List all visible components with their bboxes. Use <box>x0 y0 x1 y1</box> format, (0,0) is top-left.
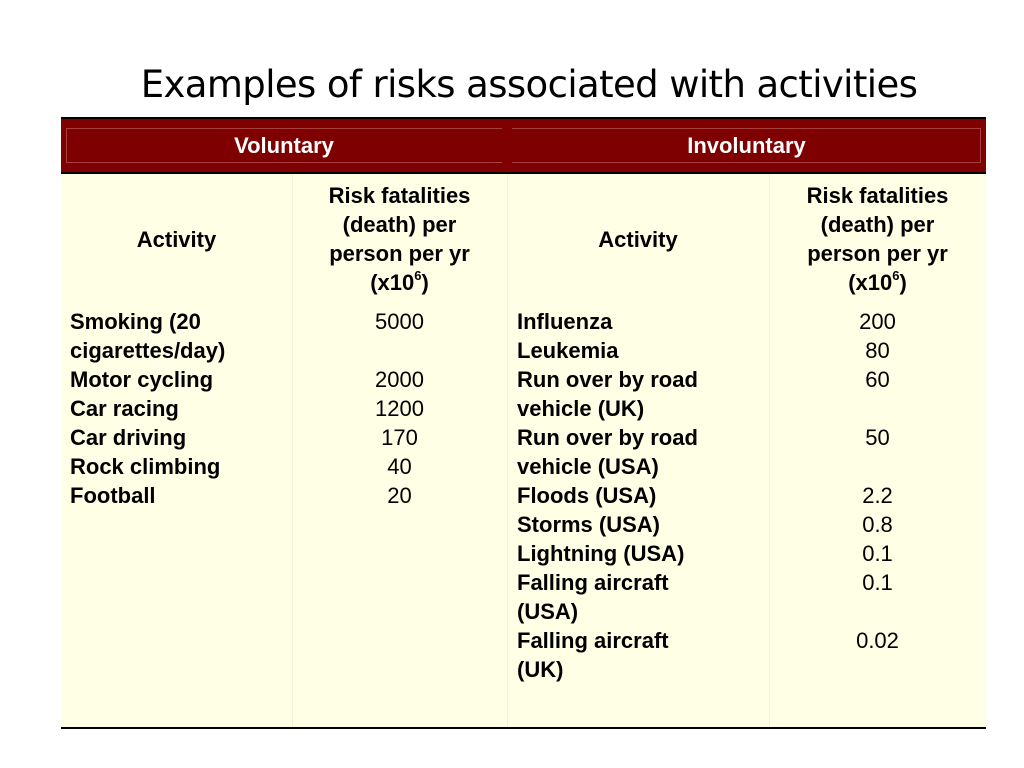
activity-cell <box>517 481 656 510</box>
group-label-voluntary: Voluntary <box>234 132 334 158</box>
column-header-line <box>807 268 949 297</box>
activity-cell <box>517 336 619 365</box>
risk-value: 0.1 <box>862 570 893 595</box>
column-header-line: (death) per <box>342 212 457 237</box>
unit-exponent: 6 <box>892 267 900 283</box>
activity-cell <box>70 452 220 481</box>
unit-suffix: ) <box>899 270 907 295</box>
activity-cell <box>517 423 698 481</box>
column-header-line <box>329 268 471 297</box>
column-header-voluntary-activity <box>61 174 292 304</box>
risk-value: 80 <box>865 338 890 363</box>
group-label-involuntary: Involuntary <box>687 132 806 158</box>
risk-value: 40 <box>387 454 412 479</box>
activity-cell <box>70 365 213 394</box>
activity-line: Lightning (USA) <box>517 541 685 566</box>
activity-line: Smoking (20 <box>70 309 201 334</box>
activity-line: Storms (USA) <box>517 512 661 537</box>
activity-cell <box>517 365 698 423</box>
unit-prefix: (x10 <box>370 270 415 295</box>
risk-value: 60 <box>865 367 890 392</box>
activity-line: (USA) <box>517 599 579 624</box>
risk-value: 20 <box>387 483 412 508</box>
column-header-label: Activity <box>136 226 217 252</box>
column-header-line: (death) per <box>820 212 935 237</box>
activity-cell <box>517 307 612 336</box>
activity-line: Rock climbing <box>70 454 221 479</box>
activity-line: Floods (USA) <box>517 483 657 508</box>
column-header-involuntary-risk <box>769 174 986 304</box>
slide-title: Examples of risks associated with activities <box>140 62 918 106</box>
activity-cell <box>517 568 669 626</box>
activity-line: vehicle (UK) <box>517 396 645 421</box>
activity-line: cigarettes/day) <box>70 338 226 363</box>
activity-line: vehicle (USA) <box>517 454 659 479</box>
activity-cell <box>517 626 669 684</box>
column-header-label: Activity <box>598 226 678 252</box>
unit-suffix: ) <box>421 270 429 295</box>
column-header-label <box>329 181 471 297</box>
activity-line: (UK) <box>517 657 564 682</box>
risk-value: 50 <box>865 425 890 450</box>
column-header-line: person per yr <box>807 241 948 266</box>
activity-line: Run over by road <box>517 367 698 392</box>
activity-cell <box>70 394 179 423</box>
activity-line: Falling aircraft <box>517 570 669 595</box>
activity-cell <box>517 510 660 539</box>
activity-cell <box>517 539 684 568</box>
activity-line: Motor cycling <box>70 367 214 392</box>
risk-table <box>61 117 986 729</box>
column-header-line: Risk fatalities <box>806 183 949 208</box>
activity-line: Run over by road <box>517 425 698 450</box>
risk-value: 5000 <box>375 309 424 334</box>
unit-prefix: (x10 <box>848 270 893 295</box>
group-header-voluntary <box>61 119 507 172</box>
column-header-label <box>807 181 949 297</box>
risk-value: 0.1 <box>862 541 893 566</box>
column-header-line: person per yr <box>329 241 470 266</box>
column-header-line: Risk fatalities <box>328 183 471 208</box>
activity-cell <box>70 481 156 510</box>
risk-value: 2000 <box>375 367 424 392</box>
risk-value: 0.02 <box>856 628 899 653</box>
activity-line: Football <box>70 483 156 508</box>
column-header-voluntary-risk <box>292 174 507 304</box>
risk-value: 2.2 <box>862 483 893 508</box>
activity-cell <box>70 423 186 452</box>
risk-value: 1200 <box>375 396 424 421</box>
risk-value: 170 <box>381 425 418 450</box>
activity-line: Influenza <box>517 309 613 334</box>
column-header-involuntary-activity <box>507 174 769 304</box>
activity-cell <box>70 307 225 365</box>
unit-exponent: 6 <box>414 267 422 283</box>
activity-line: Leukemia <box>517 338 619 363</box>
activity-line: Falling aircraft <box>517 628 669 653</box>
risk-value: 0.8 <box>862 512 893 537</box>
activity-line: Car racing <box>70 396 179 421</box>
activity-line: Car driving <box>70 425 187 450</box>
risk-value: 200 <box>859 309 896 334</box>
group-header-involuntary <box>507 119 986 172</box>
